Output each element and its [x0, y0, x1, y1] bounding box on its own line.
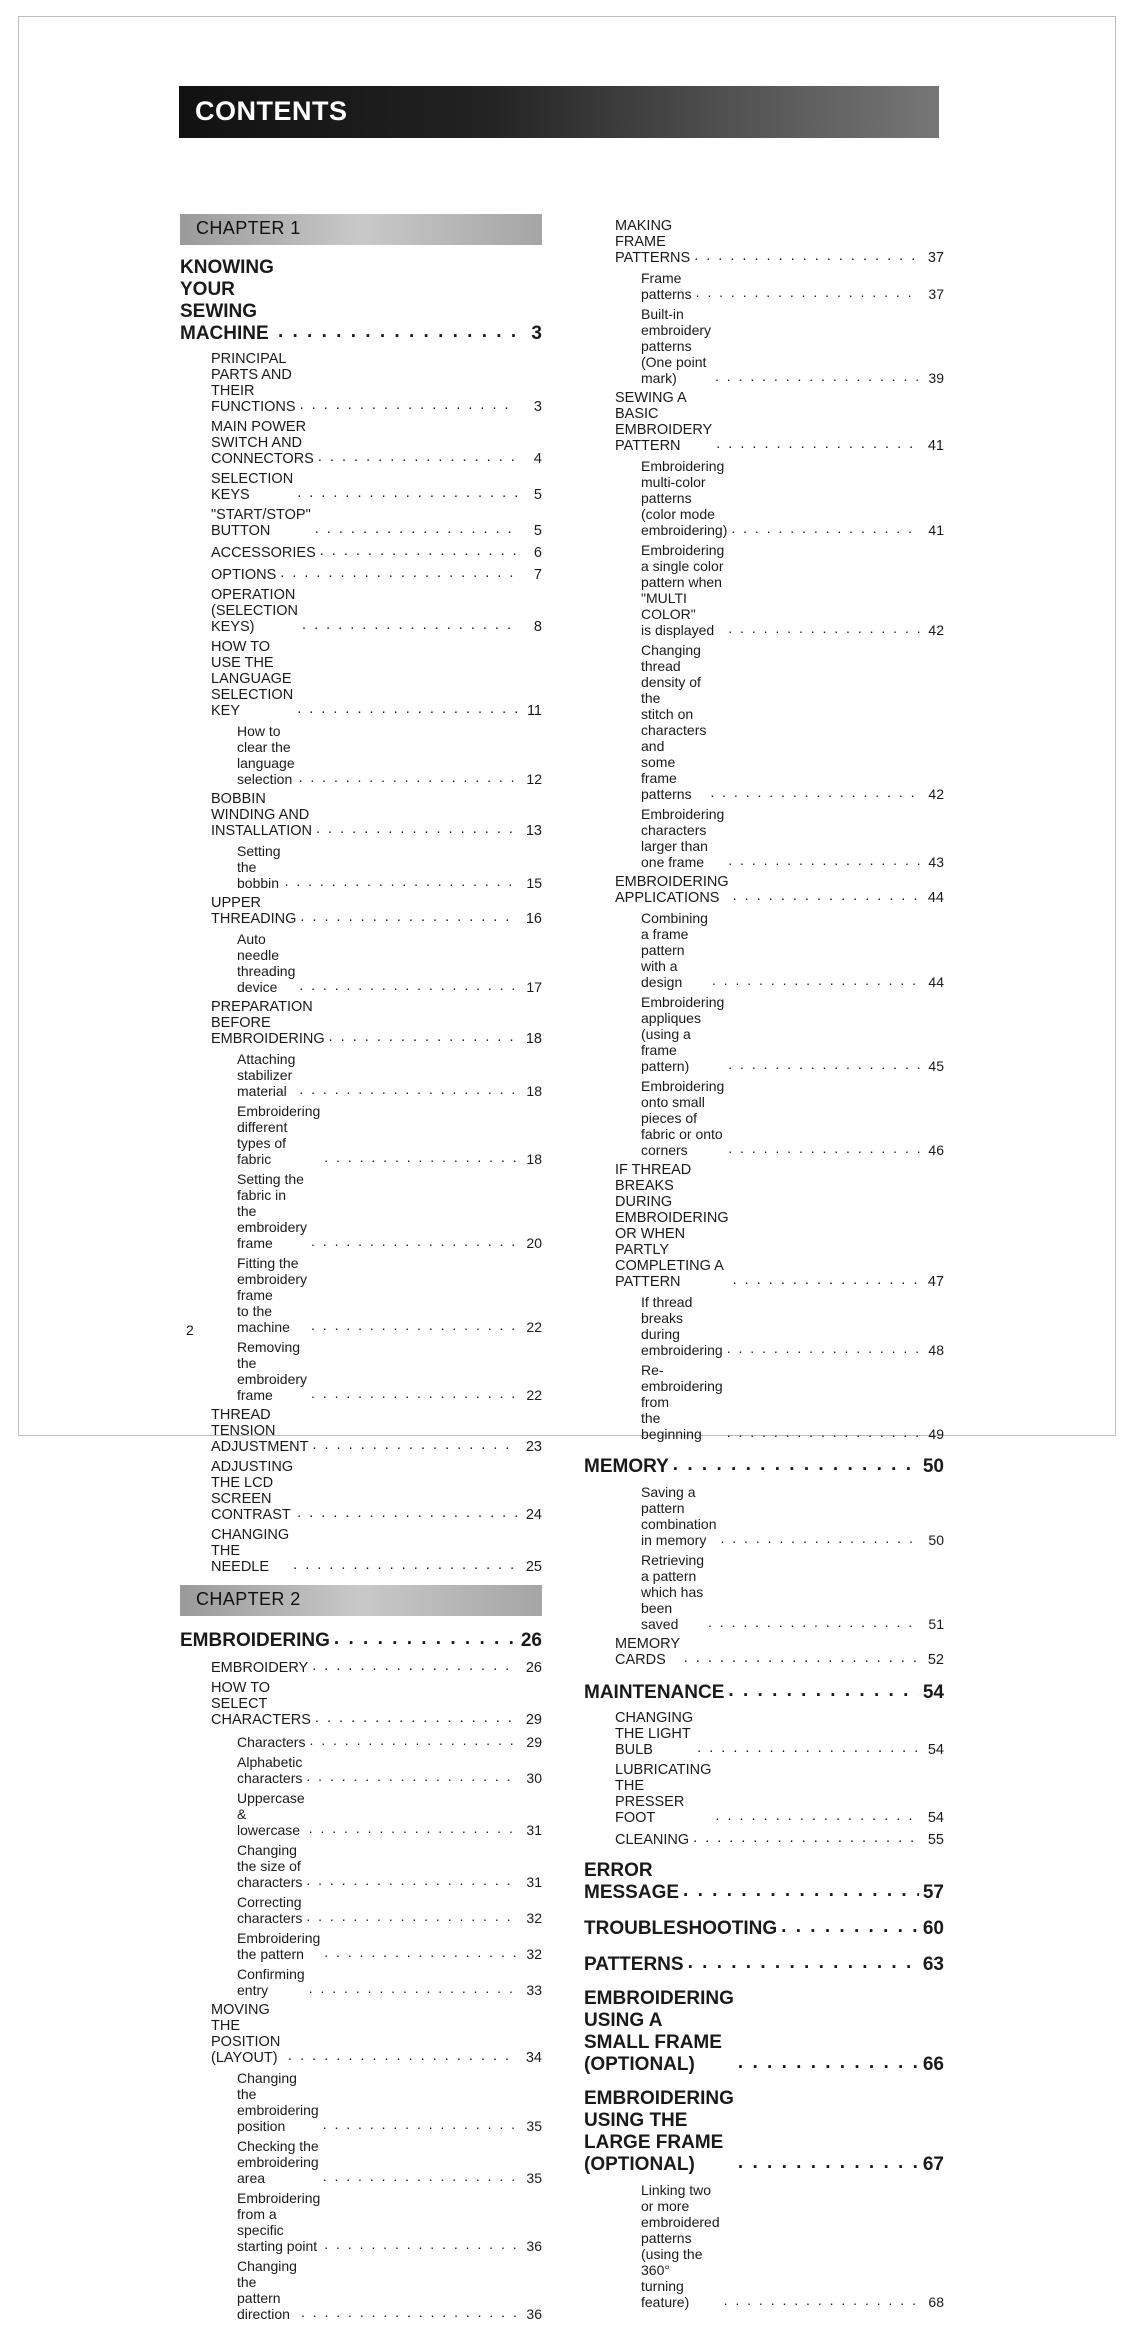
dot-leader [731, 520, 920, 536]
toc-entry [180, 507, 542, 539]
toc-entry-title: If thread breaks during embroidering [641, 1294, 723, 1358]
toc-entry-page: 41 [927, 438, 944, 454]
dot-leader [684, 1650, 920, 1666]
dot-leader [299, 977, 518, 993]
toc-entry-page: 7 [533, 567, 542, 583]
toc-entry-page: 39 [928, 370, 944, 386]
toc-entry-page: 52 [927, 1652, 944, 1668]
toc-entry-page: 48 [928, 1342, 944, 1358]
dot-leader [297, 485, 518, 501]
toc-entry-title: Embroidering multi-color patterns (color mode embroidering) [641, 458, 728, 538]
toc-entry-title: Removing the embroidery frame [237, 1339, 308, 1403]
toc-entry-page: 5 [533, 523, 542, 539]
dot-leader [738, 2052, 919, 2074]
toc-entry-title: ADJUSTING THE LCD SCREEN CONTRAST [211, 1459, 294, 1523]
toc-entry-title: PREPARATION BEFORE EMBROIDERING [211, 999, 325, 1047]
toc-entry [180, 587, 542, 635]
toc-entry-page: 8 [533, 619, 542, 635]
toc-entry-page: 31 [526, 1822, 542, 1838]
toc-entry-page: 34 [525, 2050, 542, 2066]
dot-leader [316, 821, 518, 837]
toc-entry [584, 390, 944, 454]
dot-leader [733, 888, 920, 904]
toc-entry-title: Correcting characters [237, 1894, 303, 1926]
toc-entry-page: 54 [927, 1742, 944, 1758]
toc-entry-page: 37 [928, 286, 944, 302]
toc-entry-page: 3 [533, 399, 542, 415]
toc-entry-page: 50 [928, 1532, 944, 1548]
dot-leader [716, 436, 920, 452]
dot-leader [708, 1614, 920, 1630]
dot-leader [306, 1908, 518, 1924]
toc-entry-title: EMBROIDERING USING THE LARGE FRAME (OPTIONAL) [584, 2088, 734, 2175]
toc-entry-page: 29 [526, 1734, 542, 1750]
dot-leader [683, 1880, 919, 1902]
toc-entry-page: 44 [927, 890, 944, 906]
toc-entry [180, 351, 542, 415]
dot-leader [697, 1740, 920, 1756]
toc-entry [180, 2258, 542, 2322]
dot-leader [315, 521, 518, 537]
toc-entry-title: MEMORY [584, 1456, 669, 1477]
toc-entry [180, 2138, 542, 2186]
dot-leader [306, 1872, 518, 1888]
toc-entry [584, 1362, 944, 1442]
chapter-1-banner [180, 214, 542, 245]
toc-entry [180, 723, 542, 787]
toc-entry-title: Changing the pattern direction [237, 2258, 297, 2322]
toc-entry [180, 999, 542, 1047]
toc-entry-title: EMBROIDERING USING A SMALL FRAME (OPTIONAL) [584, 1988, 734, 2075]
dot-leader [311, 1233, 518, 1249]
contents-header-bar [179, 86, 939, 138]
toc-entry [180, 2070, 542, 2134]
toc-entry-title: ERROR MESSAGE [584, 1860, 680, 1903]
toc-entry-title: KNOWING YOUR SEWING MACHINE [180, 257, 274, 344]
toc-entry [584, 806, 944, 870]
toc-entry-page: 66 [922, 2054, 944, 2075]
toc-entry-title: Embroidering characters larger than one frame [641, 806, 725, 870]
dot-leader [315, 1710, 518, 1726]
toc-entry-title: Embroidering different types of fabric [237, 1103, 321, 1167]
toc-entry [180, 1754, 542, 1786]
dot-leader [299, 769, 518, 785]
dot-leader [696, 284, 920, 300]
toc-entry [584, 1078, 944, 1158]
toc-entry [180, 931, 542, 995]
toc-entry-title: CLEANING [615, 1832, 690, 1848]
toc-entry [584, 1552, 944, 1632]
toc-entry-page: 23 [525, 1439, 542, 1455]
toc-entry [584, 1162, 944, 1290]
toc-entry-title: MOVING THE POSITION (LAYOUT) [211, 2002, 281, 2066]
toc-entry-title: Changing the embroidering position [237, 2070, 319, 2134]
toc-entry [180, 565, 542, 583]
toc-entry [180, 1103, 542, 1167]
toc-entry-page: 12 [526, 771, 542, 787]
toc-entry-page: 42 [928, 786, 944, 802]
toc-entry [584, 994, 944, 1074]
toc-entry-title: Combining a frame pattern with a design [641, 910, 708, 990]
toc-entry-title: BOBBIN WINDING AND INSTALLATION [211, 791, 312, 839]
toc-entry-page: 54 [927, 1810, 944, 1826]
toc-entry [180, 1930, 542, 1962]
toc-entry-title: EMBROIDERING [180, 1630, 330, 1651]
toc-entry-title: Retrieving a pattern which has been saved [641, 1552, 705, 1632]
toc-entry-page: 11 [526, 703, 542, 719]
toc-entry-title: Embroidering appliques (using a frame pattern) [641, 994, 725, 1074]
dot-leader [715, 368, 920, 384]
toc-entry-page: 33 [526, 1982, 542, 1998]
toc-entry [180, 2190, 542, 2254]
toc-entry [180, 1255, 542, 1335]
dot-leader [302, 617, 518, 633]
toc-entry-page: 42 [928, 622, 944, 638]
toc-entry-title: MAIN POWER SWITCH AND CONNECTORS [211, 419, 314, 467]
toc-entry [180, 1051, 542, 1099]
toc-entry [584, 2088, 944, 2176]
toc-entry [180, 1790, 542, 1838]
dot-leader [334, 1628, 517, 1650]
toc-entry-page: 51 [928, 1616, 944, 1632]
toc-entry [584, 542, 944, 638]
toc-entry [180, 1966, 542, 1998]
toc-entry-title: UPPER THREADING [211, 895, 297, 927]
toc-entry-page: 6 [533, 545, 542, 561]
toc-entry-title: Embroidering from a specific starting point [237, 2190, 321, 2254]
toc-entry-title: Embroidering the pattern [237, 1930, 321, 1962]
dot-leader [309, 1732, 518, 1748]
toc-entry [584, 874, 944, 906]
toc-entry-title: Changing the size of characters [237, 1842, 303, 1890]
dot-leader [329, 1029, 518, 1045]
toc-entry-page: 18 [526, 1083, 542, 1099]
dot-leader [299, 1081, 518, 1097]
toc-right-column [584, 218, 944, 2314]
toc-entry [584, 1762, 944, 1826]
dot-leader [318, 449, 518, 465]
toc-entry-title: MAINTENANCE [584, 1682, 725, 1703]
toc-entry [180, 2002, 542, 2066]
toc-entry [584, 1454, 944, 1478]
dot-leader [324, 2236, 518, 2252]
toc-entry [180, 471, 542, 503]
dot-leader [311, 1385, 518, 1401]
dot-leader [324, 1944, 518, 1960]
dot-leader [693, 1830, 920, 1846]
toc-entry [584, 1710, 944, 1758]
toc-entry-page: 18 [526, 1151, 542, 1167]
toc-entry [180, 1171, 542, 1251]
toc-entry-title: SELECTION KEYS [211, 471, 294, 503]
chapter-2-entries [180, 1628, 542, 2322]
toc-entry [180, 419, 542, 467]
dot-leader [306, 1768, 518, 1784]
toc-entry-page: 31 [526, 1874, 542, 1890]
toc-entry-title: EMBROIDERING APPLICATIONS [615, 874, 729, 906]
toc-entry-page: 26 [520, 1630, 542, 1651]
page-number: 2 [186, 1322, 194, 1338]
dot-leader [738, 2152, 919, 2174]
dot-leader [781, 1916, 919, 1938]
toc-entry [584, 1680, 944, 1704]
toc-entry-title: MEMORY CARDS [615, 1636, 680, 1668]
toc-entry-page: 20 [526, 1235, 542, 1251]
toc-entry-title: Embroidering onto small pieces of fabric or onto corners [641, 1078, 725, 1158]
toc-entry [584, 1916, 944, 1940]
toc-entry-title: Setting the bobbin [237, 843, 281, 891]
toc-entry [180, 1658, 542, 1676]
toc-entry [584, 306, 944, 386]
toc-entry [180, 1732, 542, 1750]
toc-entry-page: 36 [526, 2306, 542, 2322]
dot-leader [720, 1530, 920, 1546]
dot-leader [694, 248, 920, 264]
toc-entry-page: 15 [526, 875, 542, 891]
toc-entry-page: 35 [526, 2170, 542, 2186]
toc-entry-page: 25 [525, 1559, 542, 1575]
toc-entry-page: 5 [533, 487, 542, 503]
toc-entry-page: 50 [922, 1456, 944, 1477]
dot-leader [312, 1658, 518, 1674]
toc-entry-title: EMBROIDERY [211, 1660, 309, 1676]
toc-entry-page: 22 [526, 1319, 542, 1335]
toc-entry-page: 43 [928, 854, 944, 870]
toc-entry-title: Fitting the embroidery frame to the machine [237, 1255, 308, 1335]
toc-entry-title: HOW TO USE THE LANGUAGE SELECTION KEY [211, 639, 294, 719]
toc-entry [584, 1484, 944, 1548]
toc-entry [584, 2182, 944, 2310]
toc-entry [180, 1842, 542, 1890]
dot-leader [285, 873, 518, 889]
toc-entry [180, 639, 542, 719]
toc-entry [584, 1636, 944, 1668]
toc-entry-page: 44 [928, 974, 944, 990]
dot-leader [724, 2292, 920, 2308]
dot-leader [297, 1505, 518, 1521]
toc-entry-title: Characters [237, 1734, 306, 1750]
toc-entry-title: IF THREAD BREAKS DURING EMBROIDERING OR WHEN PARTLY COMPLETING A PATTERN [615, 1162, 729, 1290]
toc-entry-page: 13 [525, 823, 542, 839]
toc-entry [180, 543, 542, 561]
toc-entry-title: TROUBLESHOOTING [584, 1918, 778, 1939]
toc-entry-title: Alphabetic characters [237, 1754, 303, 1786]
toc-entry [584, 1988, 944, 2076]
toc-entry-page: 26 [525, 1660, 542, 1676]
dot-leader [293, 1557, 518, 1573]
dot-leader [311, 1317, 518, 1333]
toc-entry [180, 1628, 542, 1652]
right-column-entries [584, 218, 944, 2310]
toc-entry-page: 41 [928, 522, 944, 538]
toc-entry-title: OPERATION (SELECTION KEYS) [211, 587, 299, 635]
toc-entry-title: CHANGING THE NEEDLE [211, 1527, 290, 1575]
toc-entry-title: PRINCIPAL PARTS AND THEIR FUNCTIONS [211, 351, 296, 415]
dot-leader [288, 2048, 518, 2064]
dot-leader [324, 1149, 518, 1165]
toc-entry [584, 218, 944, 266]
toc-entry [180, 1459, 542, 1523]
toc-entry-title: Changing thread density of the stitch on characters and some frame patterns [641, 642, 707, 802]
toc-entry-title: OPTIONS [211, 567, 277, 583]
dot-leader [309, 1980, 518, 1996]
toc-entry-title: Uppercase & lowercase [237, 1790, 305, 1838]
toc-entry-page: 17 [526, 979, 542, 995]
toc-entry [180, 1339, 542, 1403]
toc-entry-page: 32 [526, 1910, 542, 1926]
toc-entry-title: "START/STOP" BUTTON [211, 507, 311, 539]
chapter-2-banner [180, 1585, 542, 1616]
toc-entry-page: 29 [525, 1712, 542, 1728]
dot-leader [301, 2304, 518, 2320]
dot-leader [710, 784, 920, 800]
dot-leader [688, 1952, 919, 1974]
toc-entry-page: 68 [928, 2294, 944, 2310]
chapter-1-label: CHAPTER 1 [196, 218, 301, 238]
toc-entry-title: Re-embroidering from the beginning [641, 1362, 723, 1442]
toc-entry [584, 458, 944, 538]
toc-entry [584, 1294, 944, 1358]
toc-entry [180, 257, 542, 345]
toc-entry-page: 16 [525, 911, 542, 927]
toc-entry-title: Auto needle threading device [237, 931, 296, 995]
toc-entry [584, 270, 944, 302]
toc-entry-title: Saving a pattern combination in memory [641, 1484, 717, 1548]
toc-entry [180, 1527, 542, 1575]
toc-entry-page: 60 [922, 1918, 944, 1939]
dot-leader [728, 620, 920, 636]
dot-leader [727, 1424, 920, 1440]
dot-leader [673, 1454, 919, 1476]
toc-entry-title: HOW TO SELECT CHARACTERS [211, 1680, 311, 1728]
toc-entry-title: How to clear the language selection [237, 723, 295, 787]
toc-entry-page: 18 [525, 1031, 542, 1047]
toc-entry-page: 54 [922, 1682, 944, 1703]
toc-entry-page: 24 [525, 1507, 542, 1523]
dot-leader [728, 852, 920, 868]
toc-entry-page: 36 [526, 2238, 542, 2254]
toc-entry-page: 3 [531, 323, 542, 344]
toc-entry-title: Frame patterns [641, 270, 692, 302]
dot-leader [728, 1680, 918, 1702]
toc-entry-page: 55 [927, 1832, 944, 1848]
dot-leader [712, 972, 920, 988]
toc-entry-page: 35 [526, 2118, 542, 2134]
toc-left-column [180, 214, 542, 2326]
page-title: CONTENTS [195, 96, 348, 126]
toc-entry-page: 32 [526, 1946, 542, 1962]
chapter-1-entries [180, 257, 542, 1575]
toc-entry-title: Embroidering a single color pattern when "MULTI COLOR" is displayed [641, 542, 725, 638]
toc-entry [180, 895, 542, 927]
dot-leader [733, 1272, 920, 1288]
dot-leader [280, 565, 518, 581]
toc-entry-title: CHANGING THE LIGHT BULB [615, 1710, 694, 1758]
toc-entry [180, 1407, 542, 1455]
toc-entry-page: 30 [526, 1770, 542, 1786]
toc-entry-title: Confirming entry [237, 1966, 305, 1998]
dot-leader [320, 543, 518, 559]
dot-leader [300, 397, 518, 413]
toc-entry-page: 49 [928, 1426, 944, 1442]
toc-entry-title: LUBRICATING THE PRESSER FOOT [615, 1762, 712, 1826]
dot-leader [312, 1437, 518, 1453]
dot-leader [715, 1808, 920, 1824]
toc-entry [584, 910, 944, 990]
toc-entry-title: MAKING FRAME PATTERNS [615, 218, 691, 266]
toc-entry-title: Built-in embroidery patterns (One point mark) [641, 306, 712, 386]
toc-entry-title: Attaching stabilizer material [237, 1051, 296, 1099]
toc-entry [584, 1860, 944, 1904]
toc-entry [180, 1894, 542, 1926]
toc-entry-title: Linking two or more embroidered patterns (using the 360° turning feature) [641, 2182, 720, 2310]
dot-leader [728, 1056, 920, 1072]
toc-entry [180, 843, 542, 891]
dot-leader [727, 1340, 920, 1356]
toc-entry-title: THREAD TENSION ADJUSTMENT [211, 1407, 309, 1455]
dot-leader [323, 2168, 518, 2184]
toc-entry-page: 45 [928, 1058, 944, 1074]
dot-leader [309, 1820, 518, 1836]
toc-entry-title: SEWING A BASIC EMBROIDERY PATTERN [615, 390, 713, 454]
toc-entry-title: PATTERNS [584, 1954, 684, 1975]
dot-leader [728, 1140, 920, 1156]
toc-entry [584, 642, 944, 802]
chapter-2-label: CHAPTER 2 [196, 1589, 301, 1609]
dot-leader [278, 321, 518, 343]
toc-entry-page: 22 [526, 1387, 542, 1403]
toc-entry-title: ACCESSORIES [211, 545, 316, 561]
dot-leader [323, 2116, 518, 2132]
dot-leader [297, 701, 518, 717]
dot-leader [300, 909, 518, 925]
toc-entry-title: Setting the fabric in the embroidery frame [237, 1171, 308, 1251]
toc-entry [180, 791, 542, 839]
toc-entry-page: 47 [927, 1274, 944, 1290]
toc-entry-title: Checking the embroidering area [237, 2138, 319, 2186]
toc-entry-page: 46 [928, 1142, 944, 1158]
toc-entry-page: 37 [927, 250, 944, 266]
toc-entry-page: 67 [922, 2154, 944, 2175]
toc-entry-page: 57 [922, 1882, 944, 1903]
toc-entry [584, 1830, 944, 1848]
toc-entry-page: 63 [922, 1954, 944, 1975]
toc-entry [584, 1952, 944, 1976]
toc-entry [180, 1680, 542, 1728]
toc-entry-page: 4 [533, 451, 542, 467]
